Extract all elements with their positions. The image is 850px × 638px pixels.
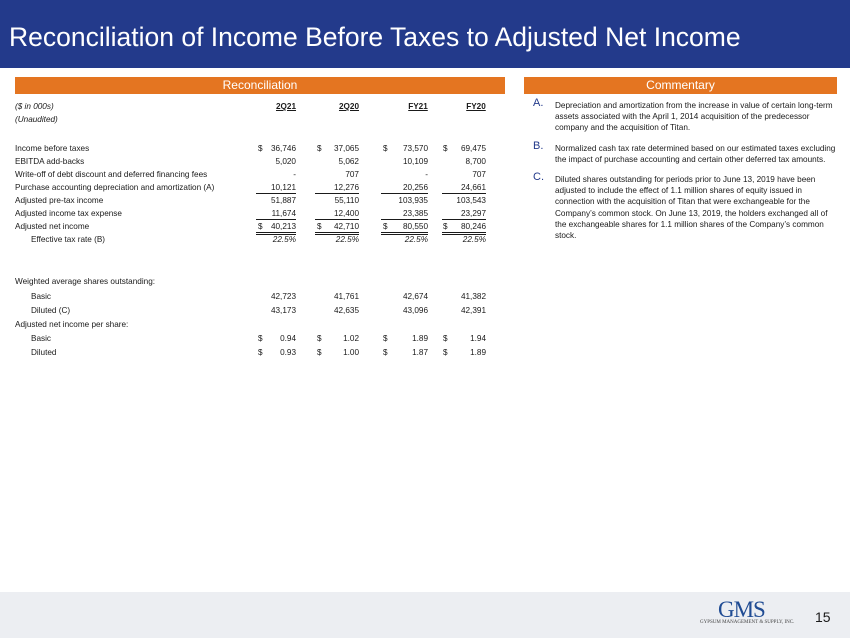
cell-value: 24,661 — [460, 183, 486, 192]
cell-value: 22.5% — [335, 235, 359, 244]
currency-symbol: $ — [317, 348, 322, 357]
cell-value: 41,382 — [460, 292, 486, 301]
page-title: Reconciliation of Income Before Taxes to Adjusted Net Income — [9, 22, 741, 52]
table-row — [15, 304, 505, 317]
currency-symbol: $ — [258, 144, 263, 153]
cell-value: 10,121 — [270, 183, 296, 192]
table-row — [15, 332, 505, 345]
row-label: Adjusted net income per share: — [15, 320, 129, 329]
cell-value: 42,391 — [460, 306, 486, 315]
cell-value: 1.87 — [412, 348, 428, 357]
reconciliation-header: Reconciliation — [15, 77, 505, 94]
cell-value: 0.93 — [280, 348, 296, 357]
row-label: Purchase accounting depreciation and amortization (A) — [15, 183, 215, 192]
cell-value: 707 — [472, 170, 486, 179]
cell-value: 12,400 — [333, 209, 359, 218]
logo-wordmark: GMS — [718, 597, 765, 622]
row-label: Basic — [31, 292, 52, 301]
row-label: Weighted average shares outstanding: — [15, 277, 156, 286]
cell-value: 22.5% — [404, 235, 428, 244]
cell-value: - — [425, 170, 428, 179]
table-header-row — [15, 100, 505, 113]
cell-value: 69,475 — [460, 144, 486, 153]
cell-value: 41,761 — [333, 292, 359, 301]
cell-value: 43,173 — [270, 306, 296, 315]
commentary-text: Depreciation and amortization from the increase in value of certain long-term assets associated with the April 1, 2014 acquisition of the predecessor company and the acquisition of Titan. — [555, 101, 833, 133]
row-label: Adjusted net income — [15, 222, 90, 231]
commentary-item-c — [533, 171, 838, 241]
row-label: Income before taxes — [15, 144, 90, 153]
cell-value: 0.94 — [280, 334, 296, 343]
currency-symbol: $ — [258, 334, 263, 343]
cell-value: 103,543 — [456, 196, 486, 205]
col-header-fy21: FY21 — [408, 102, 428, 111]
cell-value: 23,297 — [460, 209, 486, 218]
cell-value: 1.00 — [343, 348, 359, 357]
row-label: EBITDA add-backs — [15, 157, 85, 166]
cell-value: 707 — [345, 170, 359, 179]
commentary-letter: C. — [533, 171, 544, 184]
gms-logo — [700, 597, 795, 627]
currency-symbol: $ — [317, 144, 322, 153]
cell-value: 42,723 — [270, 292, 296, 301]
table-row — [15, 318, 505, 331]
cell-value: 55,110 — [334, 196, 359, 205]
cell-value: 42,710 — [333, 222, 359, 231]
currency-symbol: $ — [258, 348, 263, 357]
row-label: Diluted (C) — [31, 306, 71, 315]
units-label: ($ in 000s) — [15, 102, 54, 111]
table-row — [15, 207, 505, 220]
table-row — [15, 142, 505, 155]
cell-value: 73,570 — [402, 144, 428, 153]
table-row — [15, 275, 505, 288]
cell-value: 11,674 — [271, 209, 296, 218]
commentary-text: Diluted shares outstanding for periods prior to June 13, 2019 have been adjusted to include the effect of 1.1 million shares of equity issued in connection with the acquisition of Titan that were exchangeable for the Company’s common stock. On June 13, 2019, the holders exchanged all of the exchangeable shares for 1.1 million shares of the Company’s common stock. — [555, 175, 828, 241]
commentary-header: Commentary — [524, 77, 837, 94]
cell-value: 80,550 — [402, 222, 428, 231]
currency-symbol: $ — [383, 334, 388, 343]
cell-value: 1.94 — [470, 334, 486, 343]
cell-value: 36,746 — [270, 144, 296, 153]
table-row — [15, 194, 505, 207]
currency-symbol: $ — [383, 144, 388, 153]
table-row — [15, 155, 505, 168]
cell-value: 40,213 — [270, 222, 296, 231]
cell-value: 5,062 — [338, 157, 359, 166]
cell-value: 8,700 — [465, 157, 486, 166]
currency-symbol: $ — [443, 144, 448, 153]
row-label: Basic — [31, 334, 52, 343]
cell-value: 5,020 — [275, 157, 296, 166]
table-row — [15, 346, 505, 359]
unaudited-label: (Unaudited) — [15, 115, 58, 124]
commentary-text: Normalized cash tax rate determined based on our estimated taxes excluding the impact of purchase accounting and certain other deferred tax amounts. — [555, 143, 836, 164]
table-row — [15, 181, 505, 194]
currency-symbol: $ — [258, 222, 263, 231]
cell-value: 103,935 — [398, 196, 428, 205]
cell-value: 1.89 — [412, 334, 428, 343]
currency-symbol: $ — [443, 334, 448, 343]
cell-value: 22.5% — [462, 235, 486, 244]
table-row — [15, 220, 505, 233]
cell-value: 10,109 — [402, 157, 428, 166]
table-row — [15, 233, 505, 246]
cell-value: - — [293, 170, 296, 179]
currency-symbol: $ — [317, 334, 322, 343]
row-label: Diluted — [31, 348, 57, 357]
row-label: Write-off of debt discount and deferred financing fees — [15, 170, 208, 179]
col-header-2q21: 2Q21 — [275, 102, 297, 111]
currency-symbol: $ — [443, 222, 448, 231]
logo-subtitle: GYPSUM MANAGEMENT & SUPPLY, INC. — [700, 620, 795, 625]
cell-value: 23,385 — [402, 209, 428, 218]
currency-symbol: $ — [383, 348, 388, 357]
currency-symbol: $ — [383, 222, 388, 231]
cell-value: 1.89 — [470, 348, 486, 357]
unaudited-row — [15, 113, 505, 126]
currency-symbol: $ — [317, 222, 322, 231]
commentary-list — [533, 97, 838, 250]
cell-value: 80,246 — [460, 222, 486, 231]
row-label: Effective tax rate (B) — [31, 235, 106, 244]
cell-value: 37,065 — [333, 144, 359, 153]
currency-symbol: $ — [443, 348, 448, 357]
cell-value: 20,256 — [402, 183, 428, 192]
cell-value: 12,276 — [333, 183, 359, 192]
cell-value: 43,096 — [402, 306, 428, 315]
row-label: Adjusted pre-tax income — [15, 196, 104, 205]
cell-value: 22.5% — [272, 235, 296, 244]
commentary-item-b — [533, 139, 838, 165]
commentary-letter: A. — [533, 97, 544, 109]
table-row — [15, 290, 505, 303]
col-header-fy20: FY20 — [466, 102, 486, 111]
table-row — [15, 168, 505, 181]
commentary-item-a — [533, 97, 838, 134]
page-number: 15 — [815, 609, 831, 625]
cell-value: 42,635 — [333, 306, 359, 315]
cell-value: 1.02 — [343, 334, 359, 343]
row-label: Adjusted income tax expense — [15, 209, 122, 218]
commentary-letter: B. — [533, 139, 544, 152]
cell-value: 42,674 — [402, 292, 428, 301]
col-header-2q20: 2Q20 — [338, 102, 360, 111]
cell-value: 51,887 — [270, 196, 296, 205]
